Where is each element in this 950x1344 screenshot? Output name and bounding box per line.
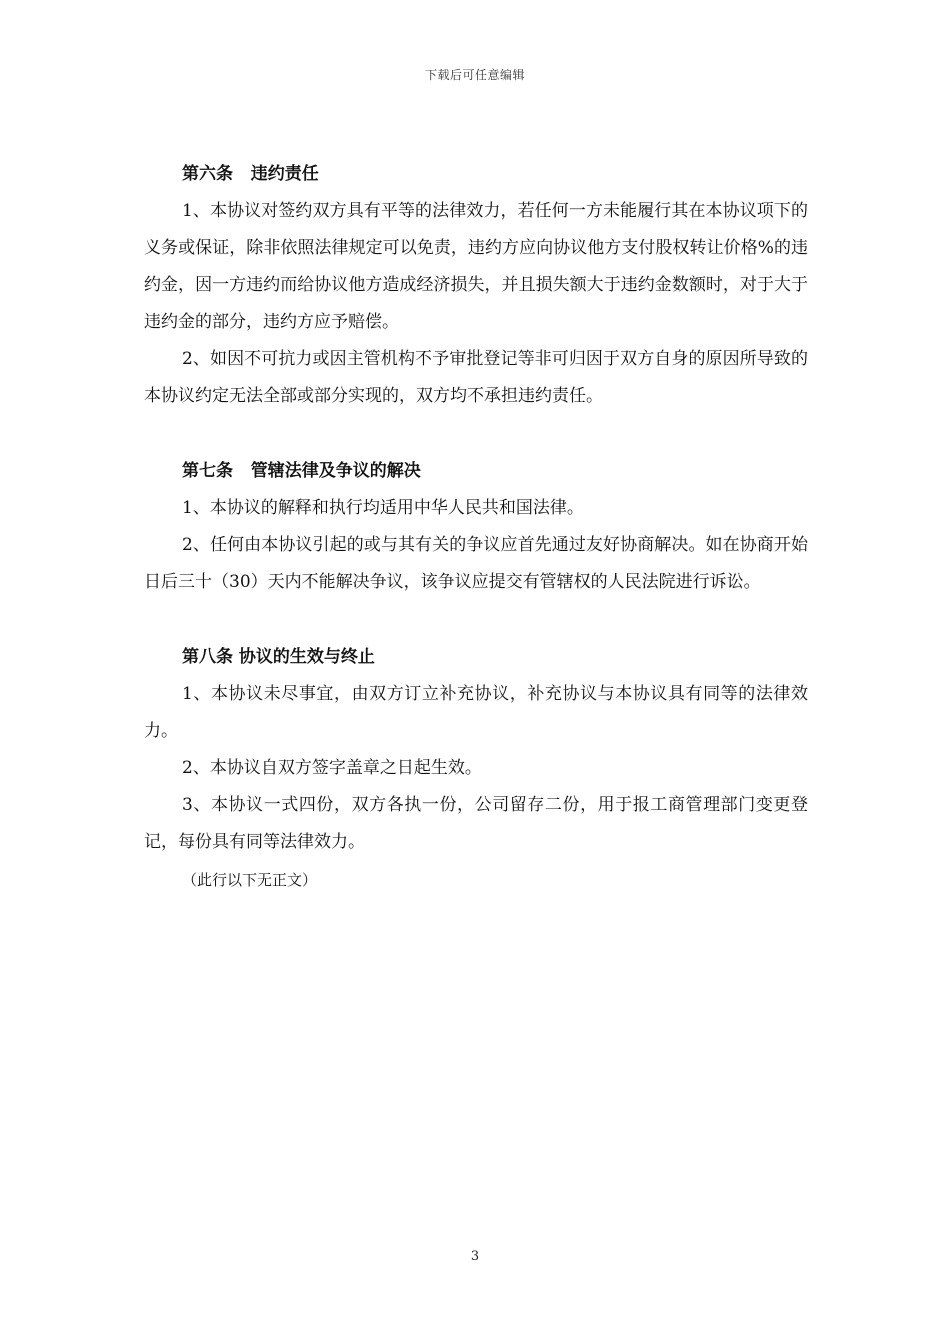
paragraph: 1、本协议未尽事宜，由双方订立补充协议，补充协议与本协议具有同等的法律效力。 [144,684,808,741]
section-article-8 [144,639,808,897]
paragraph: 2、任何由本协议引起的或与其有关的争议应首先通过友好协商解决。如在协商开始日后三十（30）天内不能解决争议，该争议应提交有管辖权的人民法院进行诉讼。 [144,535,808,592]
paragraph: 2、本协议自双方签字盖章之日起生效。 [182,758,482,778]
end-of-text-note: （此行以下无正文） [182,871,318,889]
paragraph: 2、如因不可抗力或因主管机构不予审批登记等非可归因于双方自身的原因所导致的本协议约定无法全部或部分实现的，双方均不承担违约责任。 [144,349,808,406]
section-heading: 第七条 管辖法律及争议的解决 [182,461,421,481]
page-number: 3 [470,1249,480,1264]
section-heading: 第六条 违约责任 [182,164,319,184]
section-heading: 第八条 协议的生效与终止 [182,647,375,667]
document-body [144,156,808,897]
paragraph: 1、本协议的解释和执行均适用中华人民共和国法律。 [182,498,584,518]
paragraph: 1、本协议对签约双方具有平等的法律效力，若任何一方未能履行其在本协议项下的义务或保证，除非依照法律规定可以免责，违约方应向协议他方支付股权转让价格%的违约金，因一方违约而给协议他方造成经济损失，并且损失额大于违约金数额时，对于大于违约金的部分，违约方应予赔偿。 [144,201,808,332]
section-article-7 [144,453,808,601]
page-header-note: 下载后可任意编辑 [424,68,525,82]
paragraph: 3、本协议一式四份，双方各执一份，公司留存二份，用于报工商管理部门变更登记，每份具有同等法律效力。 [144,795,808,852]
section-article-6 [144,156,808,415]
